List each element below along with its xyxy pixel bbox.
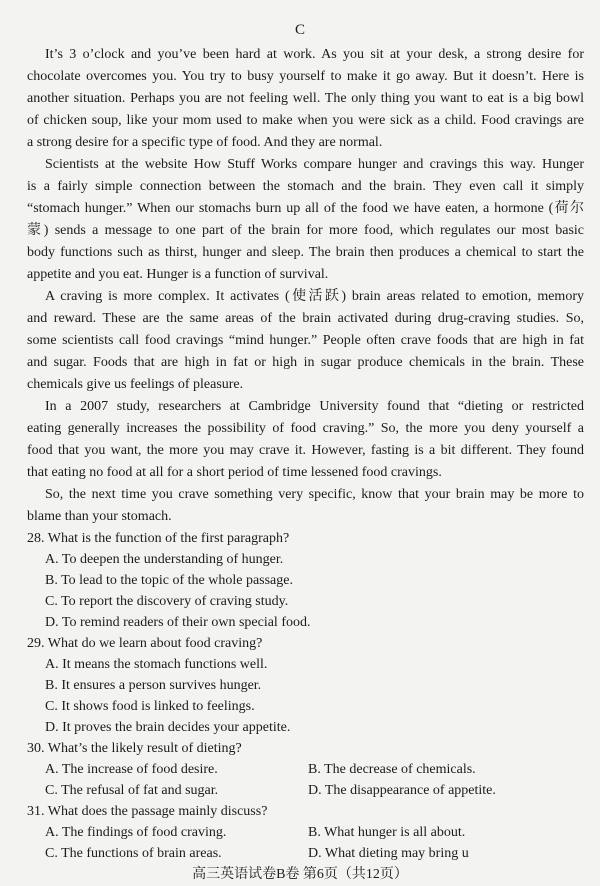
passage-line: body functions such as thirst, hunger and sleep. The brain then produces a chemical to start the <box>27 245 584 260</box>
question-number: 31. <box>27 804 45 819</box>
passage-line: “stomach hunger.” When our stomachs burn up all of the food we have eaten, a hormone (荷尔 <box>27 201 584 216</box>
option-letter: A. <box>45 825 59 840</box>
passage-line: A craving is more complex. It activates (使活跃) brain areas related to emotion, memory <box>45 289 584 304</box>
passage-line: chocolate overcomes you. You try to busy yourself to make it go away. But it doesn’t. Here is <box>27 69 584 84</box>
passage-line: eating generally increases the possibility of food craving.” So, the more you deny yourself a <box>27 421 584 436</box>
option-text: The disappearance of appetite. <box>324 783 496 798</box>
option-b <box>27 675 584 696</box>
question-text: What’s the likely result of dieting? <box>47 741 242 756</box>
question-stem <box>27 801 584 822</box>
option-text: The increase of food desire. <box>61 762 218 777</box>
question-31 <box>27 801 584 864</box>
option-text: To lead to the topic of the whole passage. <box>61 573 293 588</box>
option-letter: A. <box>45 552 59 567</box>
option-text: What hunger is all about. <box>324 825 466 840</box>
option-text: The decrease of chemicals. <box>324 762 476 777</box>
option-letter: C. <box>45 594 58 609</box>
option-text: The functions of brain areas. <box>61 846 222 861</box>
option-text: The findings of food craving. <box>61 825 227 840</box>
question-number: 30. <box>27 741 45 756</box>
passage-line: is a fairly simple connection between the stomach and the brain. They even call it simply <box>27 179 584 194</box>
passage-line: 蒙) sends a message to one part of the brain for more food, which regulates our most basic <box>27 223 584 238</box>
passage-line: appetite and you eat. Hunger is a function of survival. <box>27 267 329 282</box>
question-number: 28. <box>27 531 45 546</box>
option-text: It shows food is linked to feelings. <box>61 699 255 714</box>
option-row <box>27 780 584 801</box>
option-letter: A. <box>45 657 59 672</box>
option-text: It proves the brain decides your appetite. <box>62 720 291 735</box>
passage-line: food that you want, the more you may crave it. However, fasting is a bit different. They found <box>27 443 584 458</box>
option-text: The refusal of fat and sugar. <box>61 783 219 798</box>
option-text: It ensures a person survives hunger. <box>61 678 262 693</box>
option-b <box>27 570 584 591</box>
question-number: 29. <box>27 636 45 651</box>
option-row <box>27 759 584 780</box>
option-letter: C. <box>45 783 58 798</box>
paragraph-4 <box>27 396 584 484</box>
option-d <box>27 612 584 633</box>
option-b <box>308 822 465 843</box>
option-letter: D. <box>308 783 322 798</box>
passage-line: In a 2007 study, researchers at Cambridge University found that “dieting or restricted <box>45 399 584 414</box>
question-text: What does the passage mainly discuss? <box>47 804 268 819</box>
questions <box>27 528 584 864</box>
option-letter: B. <box>308 762 321 777</box>
passage-line: a strong desire for a specific type of food. And they are normal. <box>27 135 383 150</box>
passage-line: some scientists call food cravings “mind hunger.” People often crave foods that are high in fat <box>27 333 584 348</box>
option-text: To deepen the understanding of hunger. <box>61 552 284 567</box>
passage-line: It’s 3 o’clock and you’ve been hard at work. As you sit at your desk, a strong desire for <box>45 47 584 62</box>
question-28 <box>27 528 584 633</box>
option-letter: A. <box>45 762 59 777</box>
option-a <box>27 549 584 570</box>
option-b <box>308 759 476 780</box>
option-letter: D. <box>45 720 59 735</box>
question-text: What do we learn about food craving? <box>47 636 263 651</box>
passage-line: chemicals give us feelings of pleasure. <box>27 377 244 392</box>
option-a <box>45 762 218 777</box>
option-letter: B. <box>45 678 58 693</box>
option-text: What dieting may bring u <box>324 846 469 861</box>
option-row <box>27 843 584 864</box>
passage-line: another situation. Perhaps you are not feeling well. The only thing you want to eat is a big bowl <box>27 91 584 106</box>
question-stem <box>27 738 584 759</box>
option-a <box>45 825 226 840</box>
option-d <box>27 717 584 738</box>
option-text: To report the discovery of craving study. <box>61 594 289 609</box>
option-c <box>45 783 218 798</box>
option-letter: B. <box>45 573 58 588</box>
paragraph-2 <box>27 154 584 286</box>
paragraph-5 <box>27 484 584 528</box>
option-text: To remind readers of their own special food. <box>61 615 311 630</box>
question-29 <box>27 633 584 738</box>
question-30 <box>27 738 584 801</box>
option-c <box>27 591 584 612</box>
option-letter: C. <box>45 846 58 861</box>
option-c <box>45 846 222 861</box>
paragraph-1 <box>27 44 584 154</box>
option-a <box>27 654 584 675</box>
passage-line: and reward. These are the same areas of the brain activated during drug-craving studies. So, <box>27 311 584 326</box>
passage-line: blame than your stomach. <box>27 509 172 524</box>
option-d <box>308 780 496 801</box>
option-text: It means the stomach functions well. <box>62 657 268 672</box>
option-row <box>27 822 584 843</box>
option-d <box>308 843 469 864</box>
question-stem <box>27 528 584 549</box>
question-stem <box>27 633 584 654</box>
paragraph-3 <box>27 286 584 396</box>
option-letter: D. <box>308 846 322 861</box>
page-footer: 高三英语试卷B卷 第6页（共12页） <box>192 867 408 882</box>
passage-line: and sugar. Foods that are high in fat or high in sugar produce chemicals in the brain. These <box>27 355 584 370</box>
passage-line: So, the next time you crave something very specific, know that your brain may be more to <box>45 487 584 502</box>
option-letter: B. <box>308 825 321 840</box>
passage-line: of chicken soup, like your mom used to make when you were sick as a child. Food cravings are <box>27 113 584 128</box>
section-label: C <box>294 22 305 38</box>
reading-passage <box>27 44 584 528</box>
passage-line: Scientists at the website How Stuff Works compare hunger and cravings this way. Hunger <box>45 157 584 172</box>
option-c <box>27 696 584 717</box>
question-text: What is the function of the first paragraph? <box>47 531 290 546</box>
passage-line: that eating no food at all for a short period of time lessened food cravings. <box>27 465 442 480</box>
option-letter: C. <box>45 699 58 714</box>
option-letter: D. <box>45 615 59 630</box>
